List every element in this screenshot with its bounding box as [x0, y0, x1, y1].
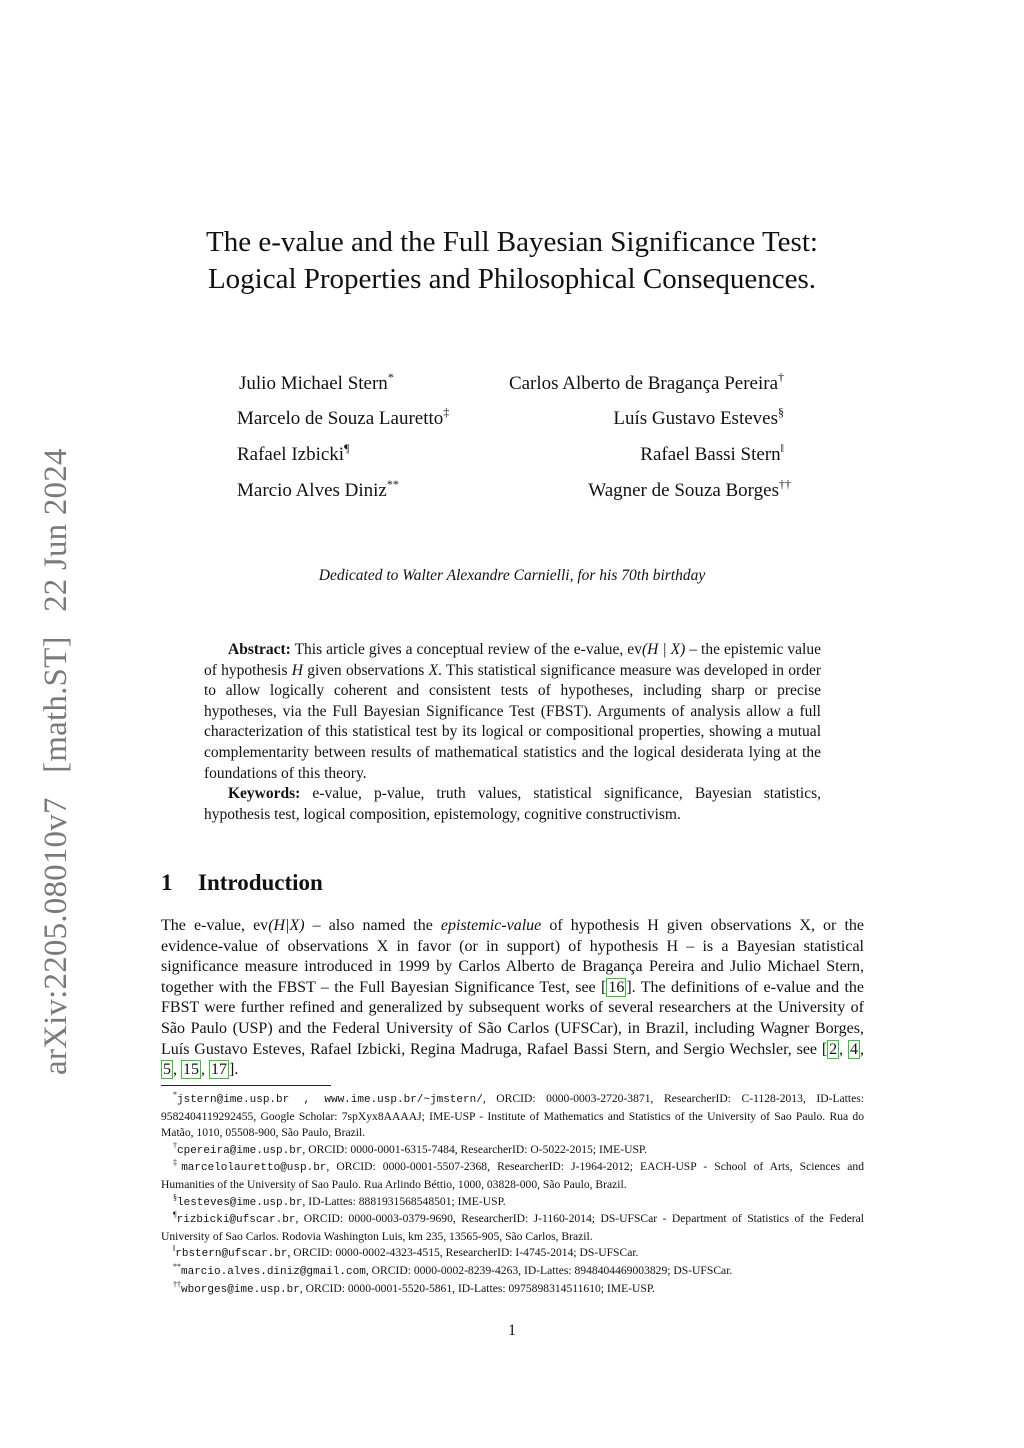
footnote-text: , ORCID: 0000-0002-8239-4263, ID-Lattes: 8948404469003829; DS-UFSCar.	[365, 1263, 733, 1277]
abstract-math: H	[291, 661, 303, 679]
abstract-math: X	[428, 661, 439, 679]
footnote-email[interactable]: cpereira@ime.usp.br	[177, 1144, 303, 1157]
abstract-math: (H | X)	[641, 641, 686, 658]
author-3	[237, 407, 449, 431]
author-mark[interactable]: †	[778, 370, 784, 384]
author-mark[interactable]: ¶	[344, 441, 350, 455]
intro-text: – also named the	[304, 917, 441, 934]
footnote	[161, 1211, 864, 1245]
intro-paragraph: The e-value, ev(H|X) – also named the epistemic-value of hypothesis H given observations X, or the evidence-value of observations X in favor (or in support) of hypothesis H – is a Bayesian statistical significance measure introduced in 1999 by Carlos Alberto de Bragança Pereira and Julio Michael Stern, together with the FBST – the Full Bayesian Significance Test, see [ 16 ]. The definitions of e-value and the FBST were further refined and generalized by subsequent works of several researchers at the University of São Paulo (USP) and the Federal University of São Carlos (UFSCar), in Brazil, including Wagner Borges, Luís Gustavo Esteves, Rafael Izbicki, Regina Madruga, Rafael Bassi Stern, and Sergio Wechsler, see [ 2 , 4 , 5 , 15 , 17 ].	[161, 917, 864, 1079]
author-name: Julio Michael Stern	[239, 373, 388, 394]
footnote-text: , ORCID: 0000-0001-5520-5861, ID-Lattes: 0975898314511610; IME-USP.	[299, 1281, 655, 1295]
author-6	[640, 443, 784, 467]
citation-link[interactable]: 17	[211, 1061, 227, 1079]
author-name: Rafael Bassi Stern	[640, 444, 781, 465]
keywords-text: e-value, p-value, truth values, statistical significance, Bayesian statistics, hypothesis test, logical composition, epistemology, cognitive constructivism.	[204, 785, 821, 823]
page-number: 1	[508, 1322, 516, 1339]
abstract-text: given observations	[302, 661, 429, 679]
footnote-text: , ORCID: 0000-0002-4323-4515, ResearcherID: I-4745-2014; DS-UFSCar.	[287, 1246, 639, 1260]
footnote-email[interactable]: jstern@ime.usp.br , www.ime.usp.br/~jmstern/	[177, 1094, 483, 1106]
footnote-text: , ORCID: 0000-0003-0379-9690, ResearcherID: J-1160-2014; DS-UFSCar - Department of Statistics of the Federal University of Sao Carlos. Rodovia Washington Luis, km 235, 13565-905, São Carlos, Brazil.	[161, 1212, 864, 1243]
footnote-mark: ††	[173, 1279, 181, 1289]
title-line-2: Logical Properties and Philosophical Consequences.	[207, 263, 817, 295]
footnote	[161, 1281, 864, 1299]
abstract	[204, 640, 821, 825]
footnote	[161, 1263, 864, 1281]
paper-title	[150, 224, 874, 298]
footnote-email[interactable]: rizbicki@ufscar.br	[176, 1214, 296, 1227]
section-number: 1	[161, 870, 173, 895]
footnote-email[interactable]: marcelolauretto@usp.br	[181, 1162, 327, 1175]
author-mark[interactable]: ‡	[443, 405, 450, 419]
footnote-text: , ORCID: 0000-0001-5507-2368, ResearcherID: J-1964-2012; EACH-USP - School of Arts, Sciences and Humanities of the University of Sao Paulo. Rua Arlindo Béttio, 1000, 03828-000, São Paulo, Brazil.	[161, 1160, 865, 1191]
author-name: Carlos Alberto de Bragança Pereira	[508, 373, 778, 394]
footnote-mark: †	[173, 1140, 177, 1150]
abstract-text: . This statistical significance measure was developed in order to allow logically coherent and consistent tests of hypotheses, including sharp or precise hypotheses, via the Full Bayesian Significance Test (FBST). Arguments of analysis allow a full characterization of this statistical test by its logical or compositional properties, showing a mutual complementarity between results of mathematical statistics and the logical desiderata lying at the foundations of this theory.	[204, 661, 821, 782]
abstract-paragraph	[204, 640, 821, 784]
author-2	[509, 372, 784, 396]
author-name: Wagner de Souza Borges	[588, 480, 779, 501]
citation-link[interactable]: 5	[163, 1061, 171, 1079]
footnote-email[interactable]: wborges@ime.usp.br	[181, 1283, 300, 1296]
arxiv-category: [math.ST]	[38, 636, 74, 773]
author-7	[237, 479, 399, 503]
title-line-1: The e-value and the Full Bayesian Significance Test:	[206, 226, 818, 258]
citation-link[interactable]: 2	[829, 1040, 838, 1058]
intro-emphasis: epistemic-value	[440, 917, 542, 934]
author-1	[239, 372, 394, 396]
footnote-email[interactable]: marcio.alves.diniz@gmail.com	[181, 1265, 366, 1278]
footnote-mark: **	[173, 1261, 181, 1271]
citation-link[interactable]: 16	[608, 978, 625, 996]
author-4	[613, 407, 784, 431]
abstract-label: Abstract:	[228, 641, 291, 658]
footnote-rule	[161, 1085, 331, 1086]
author-name: Rafael Izbicki	[237, 444, 345, 465]
dedication: Dedicated to Walter Alexandre Carnielli, for his 70th birthday	[318, 567, 706, 584]
footnote-mark: *	[173, 1090, 177, 1099]
abstract-text: This article gives a conceptual review of the e-value, ev	[294, 641, 642, 658]
footnote-mark: ‡	[173, 1158, 182, 1168]
citation-link[interactable]: 15	[183, 1061, 199, 1079]
author-name: Luís Gustavo Esteves	[613, 408, 778, 429]
footnote	[161, 1091, 864, 1142]
section-heading	[161, 870, 323, 896]
section-title: Introduction	[198, 870, 323, 895]
author-mark[interactable]: §	[778, 405, 784, 419]
keywords-label: Keywords:	[228, 785, 301, 803]
intro-text: ]. The definitions of e-value and the FBST were further refined and generalized by subsequent works of several researchers at the University of São Paulo (USP) and the Federal University of São Carlos (UFSCar), in Brazil, including Wagner Borges, Luís Gustavo Esteves, Rafael Izbicki, Regina Madruga, Rafael Bassi Stern, and Sergio Wechsler, see [	[161, 978, 864, 1058]
arxiv-id[interactable]: arXiv:2205.08010v7	[38, 797, 74, 1075]
footnote	[161, 1142, 864, 1160]
footnote	[161, 1194, 864, 1212]
footnote-text: , ORCID: 0000-0001-6315-7484, ResearcherID: O-5022-2015; IME-USP.	[302, 1142, 647, 1156]
footnote-email[interactable]: lesteves@ime.usp.br	[177, 1196, 303, 1209]
footnote	[161, 1245, 864, 1263]
citation-link[interactable]: 4	[850, 1040, 858, 1058]
author-mark[interactable]: *	[387, 370, 394, 384]
arxiv-side-stamp	[36, 435, 76, 1075]
intro-text: ].	[229, 1061, 239, 1079]
author-name: Marcelo de Souza Lauretto	[237, 408, 444, 429]
arxiv-date: 22 Jun 2024	[38, 448, 74, 612]
footnote-text: , ORCID: 0000-0003-2720-3871, ResearcherID: C-1128-2013, ID-Lattes: 9582404119292455, Google Scholar: 7spXyx8AAAAJ; IME-USP - Institute of Mathematics and Statistics of the University of Sao Paulo. Rua do Matão, 1010, 05508-900, São Paulo, Brazil.	[161, 1092, 864, 1140]
footnote-email[interactable]: rbstern@ufscar.br	[175, 1248, 288, 1261]
author-5	[237, 443, 350, 467]
keywords-paragraph	[204, 784, 821, 825]
intro-text: of hypothesis H given observations X, or the evidence-value of observations X in favor (or in support) of hypothesis H – is a Bayesian statistical significance measure introduced in 1999 by Carlos Alberto de Bragança Pereira and Julio Michael Stern, together with the FBST – the Full Bayesian Significance Test, see [	[161, 917, 864, 996]
footnote-mark: ‖	[173, 1244, 176, 1254]
author-mark[interactable]: ‖	[780, 441, 784, 455]
footnote-mark: §	[173, 1192, 177, 1202]
author-8	[588, 479, 791, 503]
author-mark[interactable]: ††	[779, 477, 791, 491]
footnote-text: , ID-Lattes: 8881931568548501; IME-USP.	[302, 1194, 506, 1208]
footnote	[161, 1159, 864, 1193]
abstract-text: – the epistemic value of hypothesis	[204, 641, 821, 679]
intro-text: The e-value, ev	[161, 917, 269, 934]
footnotes	[161, 1091, 864, 1298]
footnote-mark: ¶	[173, 1210, 177, 1220]
author-mark[interactable]: **	[386, 477, 399, 491]
author-name: Marcio Alves Diniz	[237, 480, 387, 501]
intro-math: (H|X)	[268, 917, 305, 934]
